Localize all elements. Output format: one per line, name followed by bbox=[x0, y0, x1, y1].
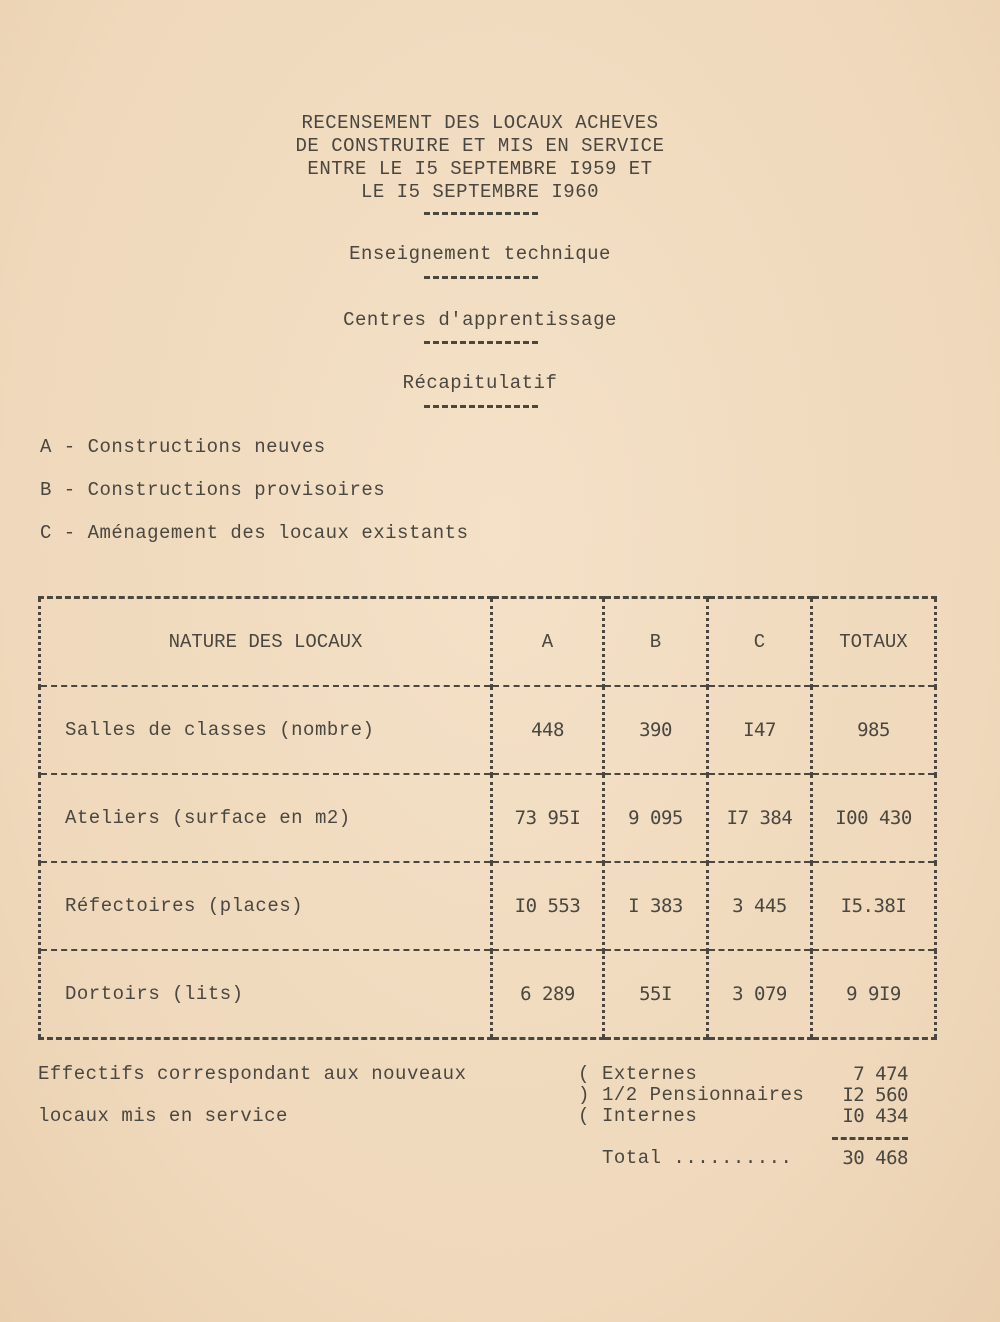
effectifs-label-line-1: Effectifs correspondant aux nouveaux bbox=[38, 1063, 467, 1085]
row-label: Salles de classes (nombre) bbox=[40, 686, 492, 774]
table-header-row bbox=[40, 598, 936, 687]
effectifs-item-value: 7 474 bbox=[853, 1063, 908, 1085]
effectifs-bracket: ) bbox=[578, 1084, 590, 1106]
cell-b: 390 bbox=[604, 686, 708, 774]
title-line-4: LE I5 SEPTEMBRE I960 bbox=[360, 181, 600, 203]
cell-a: 73 95I bbox=[492, 774, 604, 862]
header-c: C bbox=[708, 598, 812, 687]
subsection-underline bbox=[424, 341, 538, 344]
locaux-table bbox=[38, 596, 937, 1040]
legend-item-a: A - Constructions neuves bbox=[40, 436, 326, 458]
title-underline bbox=[424, 212, 538, 215]
cell-c: I47 bbox=[708, 686, 812, 774]
cell-b: I 383 bbox=[604, 862, 708, 950]
legend-item-b: B - Constructions provisoires bbox=[40, 479, 386, 501]
table-row bbox=[40, 950, 936, 1039]
document-title bbox=[0, 112, 960, 204]
title-line-1: RECENSEMENT DES LOCAUX ACHEVES bbox=[301, 112, 659, 134]
effectifs-item-value: I0 434 bbox=[842, 1105, 908, 1127]
header-totaux: TOTAUX bbox=[812, 598, 936, 687]
table-row bbox=[40, 774, 936, 862]
table-row bbox=[40, 686, 936, 774]
section-heading: Enseignement technique bbox=[349, 243, 611, 265]
row-label: Dortoirs (lits) bbox=[40, 950, 492, 1039]
total-label: Total .......... bbox=[602, 1147, 793, 1169]
title-line-2: DE CONSTRUIRE ET MIS EN SERVICE bbox=[295, 135, 665, 157]
summary-underline bbox=[424, 405, 538, 408]
cell-a: I0 553 bbox=[492, 862, 604, 950]
section-underline bbox=[424, 276, 538, 279]
cell-a: 6 289 bbox=[492, 950, 604, 1039]
cell-a: 448 bbox=[492, 686, 604, 774]
subsection-heading: Centres d'apprentissage bbox=[343, 309, 617, 331]
total-underline bbox=[832, 1137, 908, 1140]
row-label: Réfectoires (places) bbox=[40, 862, 492, 950]
total-value: 30 468 bbox=[842, 1147, 908, 1169]
table-row bbox=[40, 862, 936, 950]
cell-total: 9 9I9 bbox=[812, 950, 936, 1039]
cell-b: 55I bbox=[604, 950, 708, 1039]
effectifs-item-label: Externes bbox=[602, 1063, 698, 1085]
cell-c: 3 445 bbox=[708, 862, 812, 950]
cell-total: I5.38I bbox=[812, 862, 936, 950]
title-line-3: ENTRE LE I5 SEPTEMBRE I959 ET bbox=[307, 158, 653, 180]
cell-c: 3 079 bbox=[708, 950, 812, 1039]
effectifs-item-value: I2 560 bbox=[842, 1084, 908, 1106]
effectifs-item-label: Internes bbox=[602, 1105, 698, 1127]
header-nature: NATURE DES LOCAUX bbox=[40, 598, 492, 687]
effectifs-item-label: 1/2 Pensionnaires bbox=[602, 1084, 805, 1106]
summary-heading: Récapitulatif bbox=[402, 372, 558, 394]
row-label: Ateliers (surface en m2) bbox=[40, 774, 492, 862]
effectifs-label-line-2: locaux mis en service bbox=[38, 1105, 288, 1127]
header-a: A bbox=[492, 598, 604, 687]
effectifs-bracket: ( bbox=[578, 1105, 590, 1127]
cell-b: 9 095 bbox=[604, 774, 708, 862]
header-b: B bbox=[604, 598, 708, 687]
legend-item-c: C - Aménagement des locaux existants bbox=[40, 522, 469, 544]
cell-total: 985 bbox=[812, 686, 936, 774]
effectifs-bracket: ( bbox=[578, 1063, 590, 1085]
cell-c: I7 384 bbox=[708, 774, 812, 862]
cell-total: I00 430 bbox=[812, 774, 936, 862]
